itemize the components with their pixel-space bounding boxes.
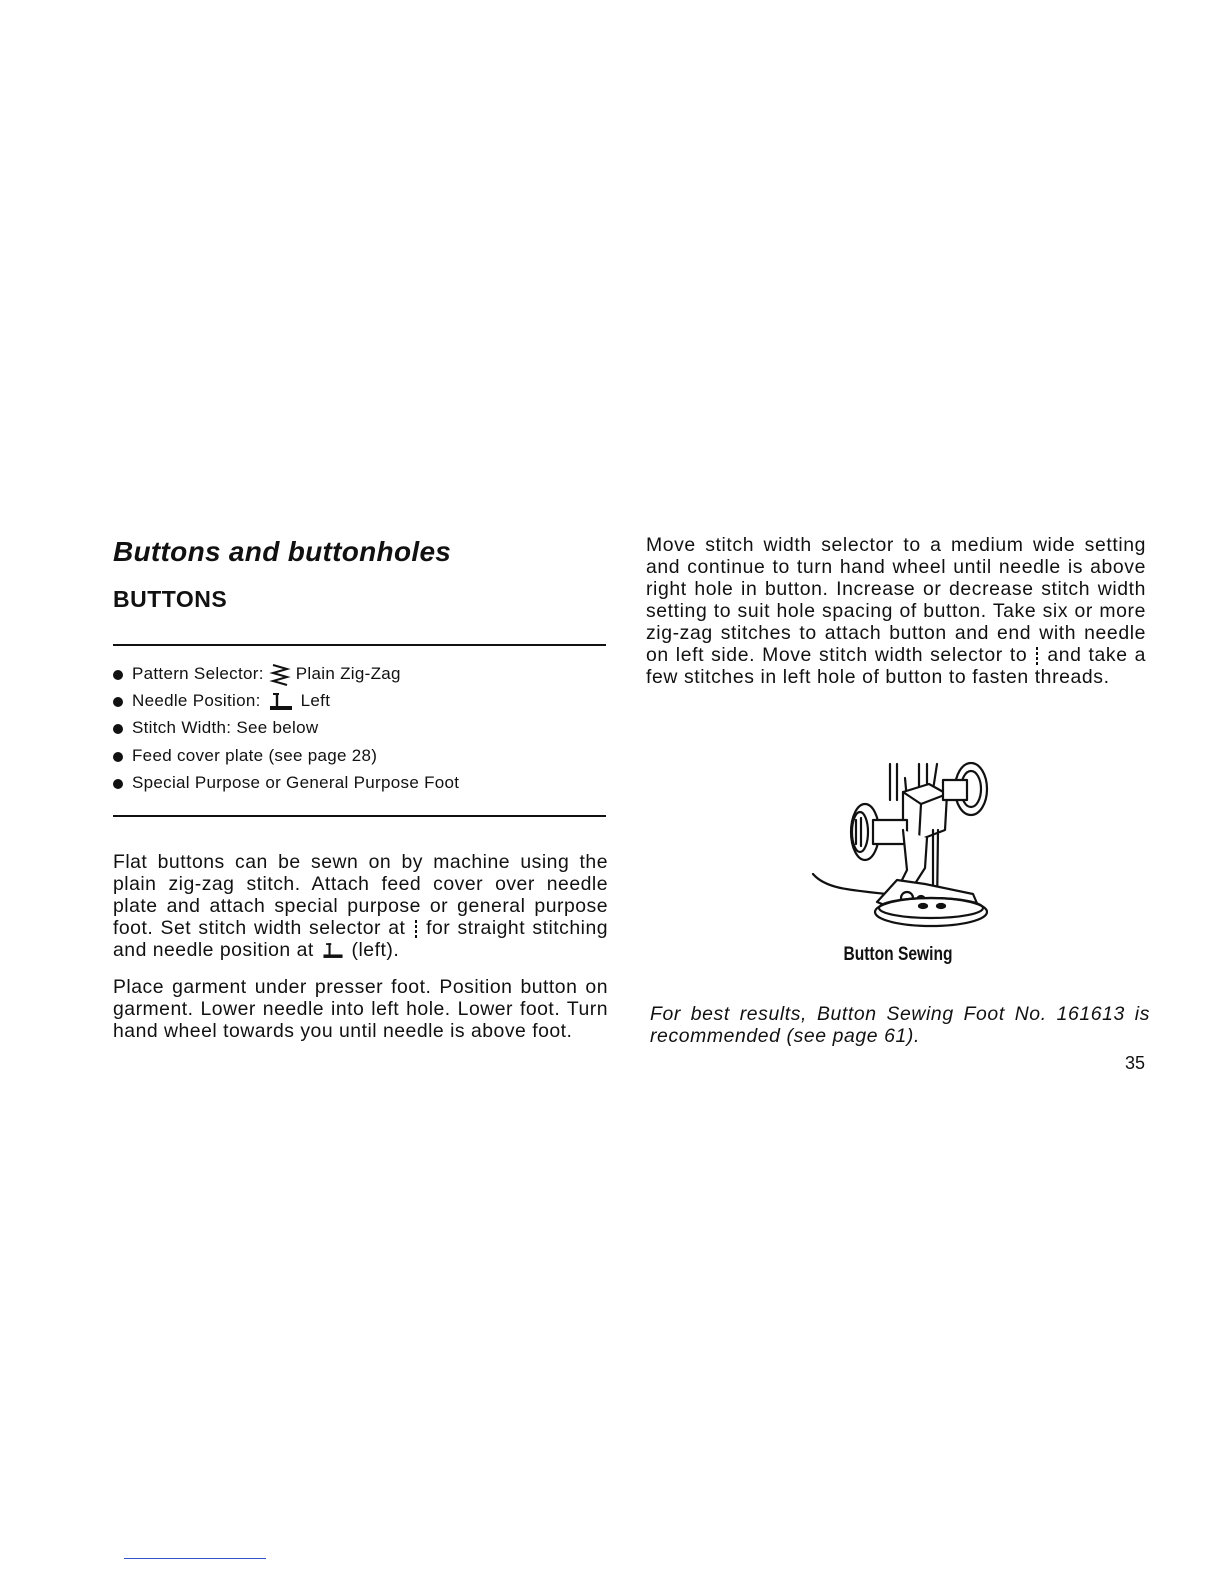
setting-label: Stitch Width: See below xyxy=(132,718,319,738)
setting-label: Needle Position: xyxy=(132,691,261,711)
list-item xyxy=(113,769,608,796)
recommendation-note: For best results, Button Sewing Foot No. 161613 is recommended (see page 61). xyxy=(650,1003,1150,1047)
settings-list xyxy=(113,660,608,796)
paragraph-move-selector xyxy=(646,534,1146,688)
paragraph-text: Flat buttons can be sewn on by machine using the plain zig-zag stitch. Attach feed cover over needle plate and attach special purpose or general purpose foot. Set stitch width selector at xyxy=(113,851,608,940)
right-column xyxy=(646,534,1146,688)
list-item xyxy=(113,687,608,714)
bullet-icon xyxy=(113,697,123,707)
straight-stitch-icon xyxy=(413,919,419,939)
paragraph-place-garment: Place garment under presser foot. Position button on garment. Lower needle into left hole. Lower foot. Turn hand wheel towards you until needle is above foot. xyxy=(113,976,608,1043)
figure-caption: Button Sewing xyxy=(843,944,953,965)
zig-zag-icon xyxy=(269,663,291,687)
left-needle-position-icon xyxy=(320,941,346,961)
setting-value: Plain Zig-Zag xyxy=(295,664,401,683)
section-title: Buttons and buttonholes xyxy=(113,536,452,567)
bullet-icon xyxy=(113,752,123,762)
list-item xyxy=(113,660,608,687)
setting-label: Feed cover plate (see page 28) xyxy=(132,745,378,765)
page-number: 35 xyxy=(1124,1053,1145,1073)
list-item xyxy=(113,714,608,741)
left-needle-position-icon xyxy=(266,691,296,713)
button-sewing-illustration xyxy=(807,760,997,935)
sub-heading: BUTTONS xyxy=(113,586,228,612)
bullet-icon xyxy=(113,670,123,680)
bottom-rule xyxy=(113,815,606,817)
bullet-icon xyxy=(113,724,123,734)
bullet-icon xyxy=(113,779,123,789)
left-column xyxy=(113,534,608,1042)
straight-stitch-icon xyxy=(1034,646,1040,666)
top-rule xyxy=(113,644,606,646)
paragraph-text: (left). xyxy=(351,939,400,962)
list-item xyxy=(113,742,608,769)
setting-value: Left xyxy=(300,691,331,711)
paragraph-flat-buttons xyxy=(113,851,608,961)
paragraph-text: for straight stitching and needle position at xyxy=(113,917,609,962)
setting-label: Pattern Selector: xyxy=(132,664,264,683)
paragraph-text: Move stitch width selector to a medium wide setting and continue to turn hand wheel until needle is above right hole in button. Increase or decrease stitch width setting to suit hole spacing of button. Take six or more zig-zag stitches to attach button and end with needle on left side. Move stitch width selector to xyxy=(646,534,1146,666)
setting-label: Special Purpose or General Purpose Foot xyxy=(132,772,460,792)
footer-line xyxy=(124,1558,266,1559)
paragraph-text: and take a few stitches in left hole of button to fasten threads. xyxy=(646,644,1146,688)
